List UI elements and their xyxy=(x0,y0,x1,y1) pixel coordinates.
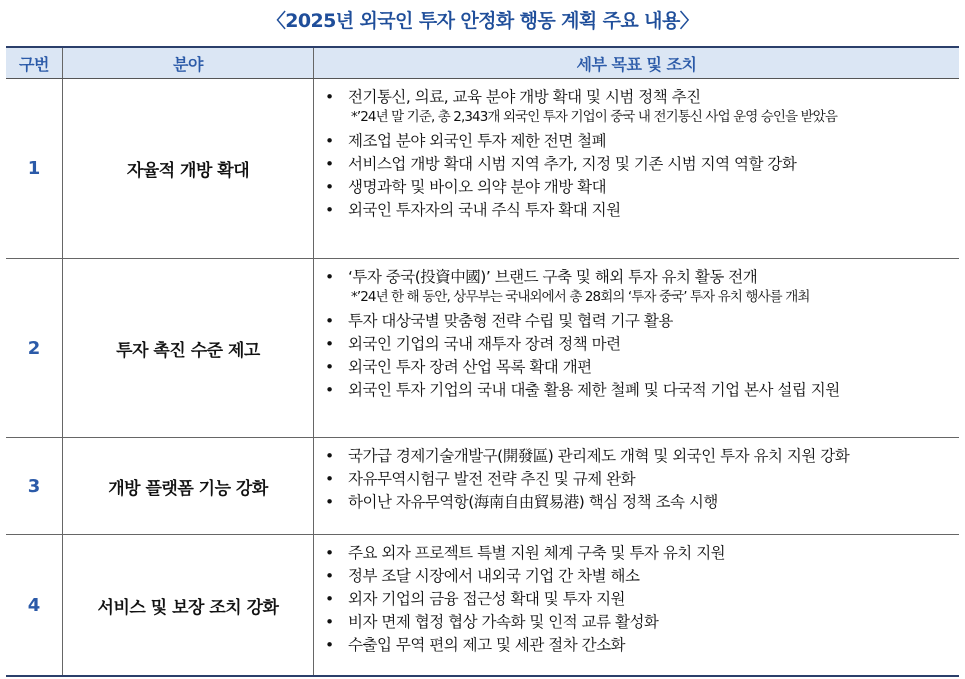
item-text: 자유무역시험구 발전 전략 추진 및 규제 완화 xyxy=(348,470,636,488)
item-text: 서비스업 개방 확대 시범 지역 추가, 지정 및 기존 시범 지역 역할 강화 xyxy=(348,155,797,173)
bullet-icon: • xyxy=(325,335,334,353)
list-item xyxy=(322,199,959,222)
list-item xyxy=(322,86,959,109)
item-text: 하이난 자유무역항(海南自由貿易港) 핵심 정책 조속 시행 xyxy=(348,493,718,511)
bullet-icon: • xyxy=(325,268,334,286)
bullet-icon: • xyxy=(325,312,334,330)
list-item xyxy=(322,611,959,634)
bullet-icon: • xyxy=(325,88,334,106)
list-item xyxy=(322,176,959,199)
item-text: 외자 기업의 금융 접근성 확대 및 투자 지원 xyxy=(348,590,626,608)
list-item xyxy=(322,310,959,333)
list-item xyxy=(322,379,959,402)
row-detail-list xyxy=(314,535,959,675)
item-text: 생명과학 및 바이오 의약 분야 개방 확대 xyxy=(348,178,607,196)
item-text: 제조업 분야 외국인 투자 제한 전면 철폐 xyxy=(348,132,607,150)
table-body xyxy=(6,79,959,675)
bullet-icon: • xyxy=(325,567,334,585)
bullet-icon: • xyxy=(325,470,334,488)
bullet-icon: • xyxy=(325,358,334,376)
row-number: 4 xyxy=(6,535,63,675)
list-item xyxy=(322,445,959,468)
bullet-icon: • xyxy=(325,201,334,219)
list-item xyxy=(322,266,959,289)
list-item xyxy=(322,491,959,514)
table-header-row xyxy=(6,48,959,79)
row-detail-list xyxy=(314,438,959,534)
item-text: 외국인 투자 장려 산업 목록 확대 개편 xyxy=(348,358,592,376)
row-detail-list xyxy=(314,79,959,258)
bullet-icon: • xyxy=(325,155,334,173)
list-item xyxy=(322,153,959,176)
item-text: 전기통신, 의료, 교육 분야 개방 확대 및 시범 정책 추진 xyxy=(348,88,701,106)
list-item xyxy=(322,588,959,611)
plan-table xyxy=(6,46,959,677)
bullet-icon: • xyxy=(325,590,334,608)
item-text: ‘투자 중국(投資中國)’ 브랜드 구축 및 해외 투자 유치 활동 전개 xyxy=(348,268,758,286)
list-item xyxy=(322,634,959,657)
bullet-icon: • xyxy=(325,178,334,196)
list-item xyxy=(322,468,959,491)
row-number: 2 xyxy=(6,259,63,437)
list-item xyxy=(322,542,959,565)
table-row xyxy=(6,79,959,259)
row-area: 투자 촉진 수준 제고 xyxy=(63,259,314,437)
row-area: 개방 플랫폼 기능 강화 xyxy=(63,438,314,534)
bullet-icon: • xyxy=(325,493,334,511)
header-area: 분야 xyxy=(63,48,314,78)
row-number: 1 xyxy=(6,79,63,258)
header-num: 구번 xyxy=(6,48,63,78)
list-item xyxy=(322,333,959,356)
item-text: 투자 대상국별 맞춤형 전략 수립 및 협력 기구 활용 xyxy=(348,312,673,330)
row-number: 3 xyxy=(6,438,63,534)
row-detail-list xyxy=(314,259,959,437)
item-text: 외국인 기업의 국내 재투자 장려 정책 마련 xyxy=(348,335,621,353)
item-text: 주요 외자 프로젝트 특별 지원 체계 구축 및 투자 유치 지원 xyxy=(348,544,726,562)
header-detail: 세부 목표 및 조치 xyxy=(576,54,697,74)
row-area: 자율적 개방 확대 xyxy=(63,79,314,258)
list-item xyxy=(322,565,959,588)
item-text: 비자 면제 협정 협상 가속화 및 인적 교류 활성화 xyxy=(348,613,659,631)
bullet-icon: • xyxy=(325,381,334,399)
table-row xyxy=(6,259,959,438)
bullet-icon: • xyxy=(325,447,334,465)
item-text: 외국인 투자자의 국내 주식 투자 확대 지원 xyxy=(348,201,621,219)
item-text: 수출입 무역 편의 제고 및 세관 절차 간소화 xyxy=(348,636,626,654)
item-footnote: *’24년 말 기준, 총 2,343개 외국인 투자 기업이 중국 내 전기통신 사업 운영 승인을 받았음 xyxy=(351,109,838,125)
bullet-icon: • xyxy=(325,613,334,631)
bullet-icon: • xyxy=(325,132,334,150)
item-text: 외국인 투자 기업의 국내 대출 활용 제한 철폐 및 다국적 기업 본사 설립 지원 xyxy=(348,381,840,399)
row-area: 서비스 및 보장 조치 강화 xyxy=(63,535,314,675)
document-title: 〈2025년 외국인 투자 안정화 행동 계획 주요 내용〉 xyxy=(266,10,699,32)
table-row xyxy=(6,438,959,535)
list-item xyxy=(322,130,959,153)
table-row xyxy=(6,535,959,675)
bullet-icon: • xyxy=(325,636,334,654)
item-text: 국가급 경제기술개발구(開發區) 관리제도 개혁 및 외국인 투자 유치 지원 강화 xyxy=(348,447,850,465)
list-item xyxy=(322,356,959,379)
bullet-icon: • xyxy=(325,544,334,562)
item-text: 정부 조달 시장에서 내외국 기업 간 차별 해소 xyxy=(348,567,640,585)
item-footnote: *’24년 한 해 동안, 상무부는 국내외에서 총 28회의 ‘투자 중국’ 투자 유치 행사를 개최 xyxy=(351,289,810,305)
